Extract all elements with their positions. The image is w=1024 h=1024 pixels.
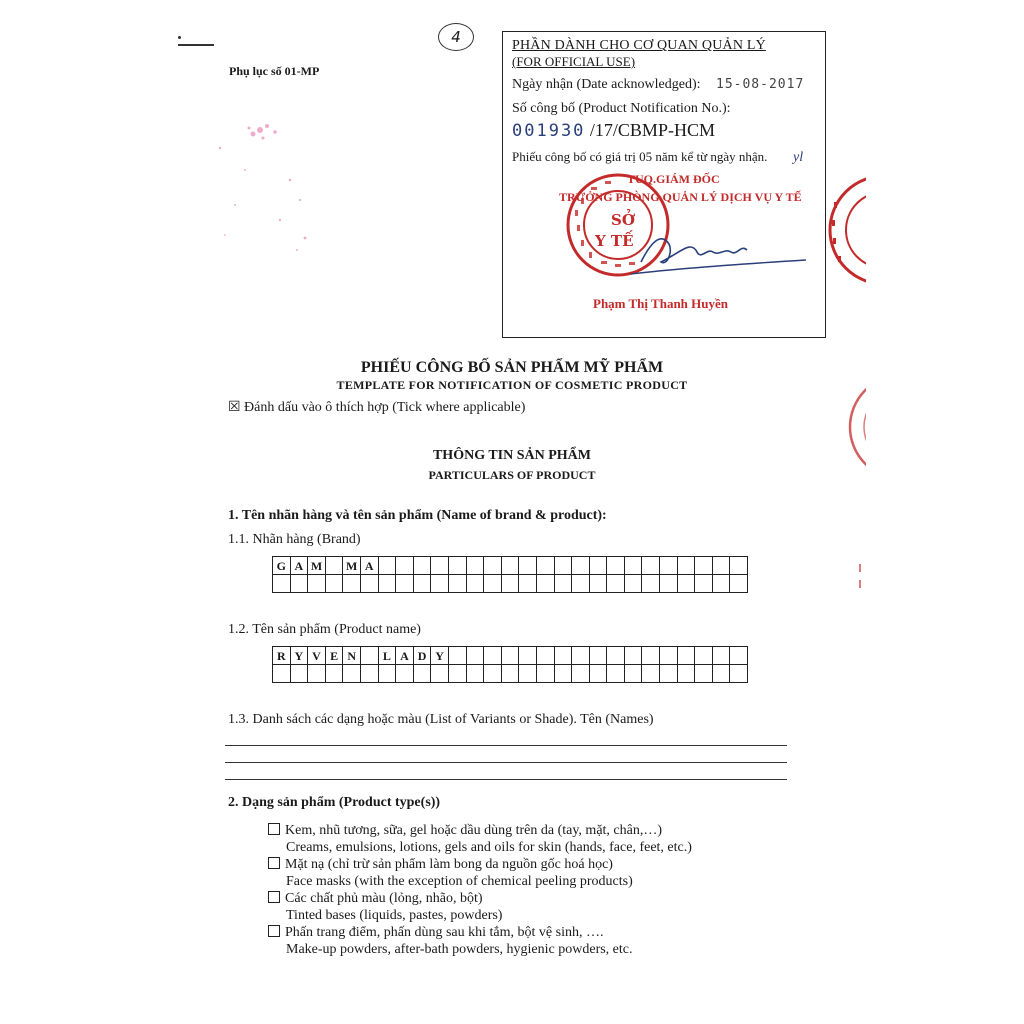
- letter-cell[interactable]: [678, 665, 696, 683]
- notification-number-label: Số công bố (Product Notification No.):: [512, 101, 731, 116]
- product-type-en: Face masks (with the exception of chemical peeling products): [286, 874, 633, 889]
- letter-cell[interactable]: [502, 665, 520, 683]
- letter-cell[interactable]: [642, 665, 660, 683]
- product-type-en: Creams, emulsions, lotions, gels and oils for skin (hands, face, feet, etc.): [286, 840, 692, 855]
- letter-cell[interactable]: [555, 647, 573, 665]
- letter-cell[interactable]: [326, 557, 344, 575]
- letter-cell[interactable]: N: [343, 647, 361, 665]
- signatory-name: Phạm Thị Thanh Huyền: [593, 296, 728, 311]
- letter-cell[interactable]: [660, 557, 678, 575]
- letter-cell[interactable]: [519, 647, 537, 665]
- section-subtitle: PARTICULARS OF PRODUCT: [428, 468, 596, 482]
- letter-cell[interactable]: M: [343, 557, 361, 575]
- letter-cell[interactable]: [431, 665, 449, 683]
- letter-cell[interactable]: [396, 557, 414, 575]
- pen-dash-mark: [178, 44, 214, 46]
- letter-cell[interactable]: [519, 665, 537, 683]
- letter-cell[interactable]: [607, 665, 625, 683]
- letter-cell[interactable]: [590, 647, 608, 665]
- ink-smudge-mark: [205, 110, 325, 260]
- letter-cell[interactable]: [607, 575, 625, 593]
- product-name-label: 1.2. Tên sản phẩm (Product name): [228, 622, 421, 637]
- letter-cell[interactable]: [537, 557, 555, 575]
- letter-cell[interactable]: [695, 665, 713, 683]
- letter-cell[interactable]: [502, 647, 520, 665]
- letter-cell[interactable]: G: [273, 557, 291, 575]
- edge-seal-stamp-bottom: [856, 560, 866, 600]
- date-acknowledged-value: 15-08-2017: [716, 77, 805, 92]
- letter-cell[interactable]: A: [396, 647, 414, 665]
- letter-cell[interactable]: [308, 575, 326, 593]
- letter-cell[interactable]: A: [291, 557, 309, 575]
- letter-cell[interactable]: [308, 665, 326, 683]
- letter-cell[interactable]: [572, 557, 590, 575]
- letter-cell[interactable]: [431, 575, 449, 593]
- letter-cell[interactable]: [660, 575, 678, 593]
- letter-cell[interactable]: Y: [431, 647, 449, 665]
- letter-cell[interactable]: [713, 557, 731, 575]
- letter-cell[interactable]: [467, 665, 485, 683]
- stamp-text-line-1: SỞ: [611, 211, 635, 229]
- letter-cell[interactable]: [361, 575, 379, 593]
- letter-cell[interactable]: [555, 557, 573, 575]
- letter-cell[interactable]: [467, 557, 485, 575]
- variants-line-3[interactable]: [225, 779, 787, 780]
- letter-cell[interactable]: [326, 665, 344, 683]
- notification-suffix: /17/CBMP-HCM: [589, 120, 715, 140]
- variants-label: 1.3. Danh sách các dạng hoặc màu (List of Variants or Shade). Tên (Names): [228, 712, 654, 727]
- letter-cell[interactable]: E: [326, 647, 344, 665]
- letter-cell[interactable]: [607, 557, 625, 575]
- question-2-label: 2. Dạng sản phẩm (Product type(s)): [228, 795, 441, 810]
- checkbox-icon[interactable]: [268, 925, 280, 937]
- letter-cell[interactable]: [730, 665, 748, 683]
- letter-cell[interactable]: [572, 575, 590, 593]
- notification-number: 001930: [512, 121, 586, 141]
- letter-cell[interactable]: [590, 665, 608, 683]
- letter-cell[interactable]: [361, 647, 379, 665]
- variants-line-1[interactable]: [225, 745, 787, 746]
- letter-cell[interactable]: [678, 557, 696, 575]
- letter-cell[interactable]: [555, 665, 573, 683]
- stamp-text-line-2: Y TẾ: [595, 232, 634, 250]
- letter-cell[interactable]: [713, 575, 731, 593]
- letter-cell[interactable]: [537, 575, 555, 593]
- letter-cell[interactable]: [590, 557, 608, 575]
- product-type-list: [268, 822, 738, 958]
- letter-cell[interactable]: [343, 665, 361, 683]
- letter-cell[interactable]: [361, 665, 379, 683]
- letter-cell[interactable]: [713, 647, 731, 665]
- letter-cell[interactable]: [678, 575, 696, 593]
- letter-cell[interactable]: [695, 557, 713, 575]
- letter-cell[interactable]: [625, 665, 643, 683]
- tick-instruction: ☒ Đánh dấu vào ô thích hợp (Tick where applicable): [228, 400, 526, 415]
- letter-cell[interactable]: [537, 665, 555, 683]
- product-name-letter-grid[interactable]: [272, 646, 748, 683]
- validity-note: Phiếu công bố có giá trị 05 năm kể từ ngày nhận.: [512, 149, 768, 164]
- letter-cell[interactable]: [590, 575, 608, 593]
- product-type-vi: Mặt nạ (chỉ trừ sản phẩm làm bong da nguồn gốc hoá học): [285, 857, 613, 872]
- letter-cell[interactable]: [379, 665, 397, 683]
- letter-cell[interactable]: [660, 647, 678, 665]
- letter-cell[interactable]: [625, 557, 643, 575]
- letter-cell[interactable]: [555, 575, 573, 593]
- official-use-title: PHẦN DÀNH CHO CƠ QUAN QUẢN LÝ: [512, 38, 766, 53]
- official-use-box: [502, 31, 826, 338]
- letter-cell[interactable]: [484, 557, 502, 575]
- letter-cell[interactable]: [484, 647, 502, 665]
- letter-cell[interactable]: [572, 665, 590, 683]
- product-type-item: [268, 924, 738, 958]
- product-type-item: [268, 856, 738, 890]
- letter-cell[interactable]: [414, 665, 432, 683]
- letter-cell[interactable]: [642, 557, 660, 575]
- letter-cell[interactable]: [396, 575, 414, 593]
- letter-cell[interactable]: [291, 575, 309, 593]
- letter-cell[interactable]: [343, 575, 361, 593]
- letter-cell[interactable]: [449, 557, 467, 575]
- letter-cell[interactable]: Y: [291, 647, 309, 665]
- page-number: 4: [438, 23, 474, 51]
- letter-cell[interactable]: [730, 557, 748, 575]
- handwritten-signature: [621, 222, 811, 282]
- letter-cell[interactable]: [607, 647, 625, 665]
- letter-cell[interactable]: A: [361, 557, 379, 575]
- section-title: THÔNG TIN SẢN PHẨM: [432, 448, 592, 463]
- letter-cell[interactable]: [273, 575, 291, 593]
- letter-cell[interactable]: [625, 647, 643, 665]
- product-type-vi: Kem, nhũ tương, sữa, gel hoặc dầu dùng trên da (tay, mặt, chân,…): [285, 823, 663, 838]
- letter-cell[interactable]: [326, 575, 344, 593]
- letter-cell[interactable]: [730, 575, 748, 593]
- letter-cell[interactable]: L: [379, 647, 397, 665]
- product-type-item: [268, 822, 738, 856]
- edge-seal-stamp-top: [824, 172, 866, 292]
- letter-cell[interactable]: [379, 557, 397, 575]
- question-1-label: 1. Tên nhãn hàng và tên sản phẩm (Name of brand & product):: [228, 508, 607, 523]
- letter-cell[interactable]: [519, 575, 537, 593]
- product-type-item: [268, 890, 738, 924]
- letter-cell[interactable]: D: [414, 647, 432, 665]
- product-type-vi: Phấn trang điểm, phấn dùng sau khi tắm, bột vệ sinh, ….: [285, 925, 604, 940]
- signatory-title: TUQ.GIÁM ĐỐC: [627, 172, 720, 186]
- appendix-label: Phụ lục số 01-MP: [229, 64, 320, 78]
- pen-dot-mark: [178, 36, 181, 39]
- letter-cell[interactable]: [467, 575, 485, 593]
- letter-cell[interactable]: [625, 575, 643, 593]
- letter-cell[interactable]: [695, 575, 713, 593]
- document-title: PHIẾU CÔNG BỐ SẢN PHẨM MỸ PHẨM: [360, 359, 664, 376]
- letter-cell[interactable]: M: [308, 557, 326, 575]
- brand-label: 1.1. Nhãn hàng (Brand): [228, 532, 361, 547]
- variants-line-2[interactable]: [225, 762, 787, 763]
- letter-cell[interactable]: [519, 557, 537, 575]
- letter-cell[interactable]: [467, 647, 485, 665]
- letter-cell[interactable]: [431, 557, 449, 575]
- letter-cell[interactable]: [396, 665, 414, 683]
- letter-cell[interactable]: [537, 647, 555, 665]
- letter-cell[interactable]: [273, 665, 291, 683]
- checkbox-icon[interactable]: [268, 891, 280, 903]
- letter-cell[interactable]: [484, 665, 502, 683]
- product-type-en: Tinted bases (liquids, pastes, powders): [286, 908, 503, 923]
- product-type-en: Make-up powders, after-bath powders, hygienic powders, etc.: [286, 942, 633, 957]
- letter-cell[interactable]: R: [273, 647, 291, 665]
- product-type-vi: Các chất phủ màu (lỏng, nhão, bột): [285, 891, 483, 906]
- letter-cell[interactable]: [695, 647, 713, 665]
- letter-cell[interactable]: [414, 575, 432, 593]
- official-use-subtitle: (FOR OFFICIAL USE): [512, 54, 636, 69]
- letter-cell[interactable]: [449, 647, 467, 665]
- letter-cell[interactable]: [502, 575, 520, 593]
- letter-cell[interactable]: [713, 665, 731, 683]
- letter-cell[interactable]: [642, 647, 660, 665]
- letter-cell[interactable]: [291, 665, 309, 683]
- letter-cell[interactable]: [730, 647, 748, 665]
- letter-cell[interactable]: [449, 575, 467, 593]
- letter-cell[interactable]: V: [308, 647, 326, 665]
- validity-initials: yl: [793, 150, 804, 165]
- signatory-department: TRƯỞNG PHÒNG QUẢN LÝ DỊCH VỤ Y TẾ: [559, 190, 802, 204]
- checkbox-icon[interactable]: [268, 857, 280, 869]
- letter-cell[interactable]: [449, 665, 467, 683]
- document-subtitle: TEMPLATE FOR NOTIFICATION OF COSMETIC PRODUCT: [336, 378, 688, 392]
- letter-cell[interactable]: [678, 647, 696, 665]
- letter-cell[interactable]: [572, 647, 590, 665]
- letter-cell[interactable]: [484, 575, 502, 593]
- letter-cell[interactable]: [660, 665, 678, 683]
- brand-letter-grid[interactable]: [272, 556, 748, 593]
- letter-cell[interactable]: [379, 575, 397, 593]
- notification-number-row: [512, 120, 715, 141]
- letter-cell[interactable]: [414, 557, 432, 575]
- checkbox-icon[interactable]: [268, 823, 280, 835]
- date-acknowledged-label: Ngày nhận (Date acknowledged):: [512, 77, 701, 92]
- letter-cell[interactable]: [502, 557, 520, 575]
- letter-cell[interactable]: [642, 575, 660, 593]
